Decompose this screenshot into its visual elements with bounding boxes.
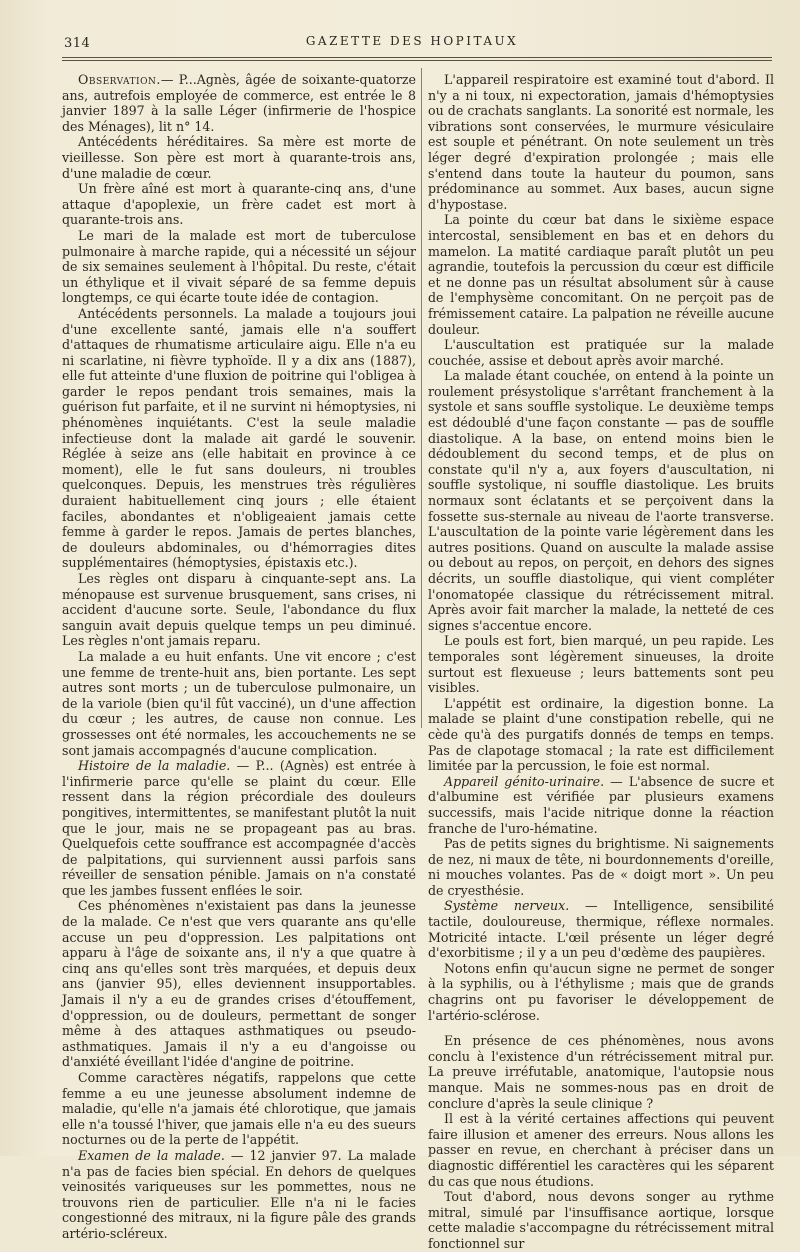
paragraph: [428, 337, 774, 368]
paragraph-text: Pas de petits signes du brightisme. Ni saignements de nez, ni maux de tête, ni bourdonnements d'oreille, ni mouches volantes. Pas de « doigt mort ». Un peu de cryesthésie.: [428, 836, 774, 898]
paragraph-lead: Observation.: [78, 72, 161, 87]
paragraph-text: L'appareil respiratoire est examiné tout d'abord. Il n'y a ni toux, ni expectoration, jamais d'hémoptysies ou de crachats sanglants. La sonorité est normale, les vibrations sont conservées, le murmure vésiculaire est souple et pénétrant. On note seulement un très léger degré d'expiration prolongée ; mais elle s'entend dans toute la hauteur du poumon, sans prédominance au sommet. Aux bases, aucun signe d'hypostase.: [428, 72, 774, 212]
paragraph: [428, 212, 774, 337]
paragraph-text: — Intelligence, sensibilité tactile, douloureuse, thermique, réflexe normales. Motricité intacte. L'œil présente un léger degré d'exorbitisme ; il y a un peu d'œdème des paupières.: [428, 898, 774, 961]
paragraph: [62, 1070, 416, 1148]
paragraph: [428, 72, 774, 212]
paragraph-lead: Système nerveux.: [444, 898, 570, 914]
paragraph-text: Antécédents héréditaires. Sa mère est morte de vieillesse. Son père est mort à quarante-trois ans, d'une maladie de cœur.: [62, 134, 416, 181]
paragraph: [62, 898, 416, 1070]
paragraph-lead: Histoire de la maladie.: [78, 758, 231, 774]
journal-title: GAZETTE DES HOPITAUX: [305, 34, 519, 48]
paragraph-text: Comme caractères négatifs, rappelons que cette femme a eu une jeunesse absolument indemne de maladie, qu'elle n'a jamais été chlorotique, que jamais elle n'a toussé l'hiver, que jamais elle n'a eu des sueurs nocturnes ou de la perte de l'appétit.: [62, 1070, 416, 1148]
paragraph-text: Un frère aîné est mort à quarante-cinq ans, d'une attaque d'apoplexie, un frère cadet est mort à quarante-trois ans.: [62, 181, 416, 228]
paragraph: [62, 758, 416, 898]
paragraph: [428, 898, 774, 960]
paragraph: [62, 649, 416, 758]
paragraph-text: — L'absence de sucre et d'albumine est vérifiée par plusieurs examens successifs, mais l'acide nitrique donne la réaction franche de l'uro-hématine.: [428, 773, 775, 836]
paragraph: [62, 306, 416, 571]
header-rule-bottom: [62, 60, 772, 61]
paragraph: [428, 774, 774, 836]
paragraph-text: Le mari de la malade est mort de tuberculose pulmonaire à marche rapide, qui a nécessité un séjour de six semaines seulement à l'hôpital. Du reste, c'était un éthylique et il vivait séparé de sa femme depuis longtemps, ce qui écarte toute idée de contagion.: [62, 227, 416, 306]
paragraph: [428, 836, 774, 898]
paragraph-text: — P... (Agnès) est entrée à l'infirmerie parce qu'elle se plaint du cœur. Elle ressent dans la région précordiale des douleurs pongitives, intermittentes, se manifestant plutôt la nuit que le jour, mais ne se propageant pas au bras. Quelquefois cette souffrance est accompagnée d'accès de palpitations, qui surviennent aussi parfois sans réveiller de sensation pénible. Jamais on n'a constaté que les jambes fussent enflées le soir.: [62, 758, 416, 898]
header-rule-top: [62, 57, 772, 58]
page-header: [62, 32, 762, 54]
paragraph-text: Antécédents personnels. La malade a toujours joui d'une excellente santé, jamais elle n'a souffert d'attaques de rhumatisme articulaire aigu. Elle n'a eu ni scarlatine, ni fièvre typhoïde. Il y a dix ans (1887), elle fut atteinte d'une fluxion de poitrine qui l'obligea à garder le repos pendant trois semaines, mais la guérison fut parfaite, et il ne survint ni hémoptysies, ni phénomènes inquiétants. C'est la seule maladie infectieuse dont la malade ait gardé le souvenir. Réglée à seize ans (elle habitait en province à ce moment), elle le fut sans douleurs, ni troubles quelconques. Depuis, les menstrues très régulières duraient habituellement cinq jours ; elle étaient faciles, abondantes et n'obligeaient jamais cette femme à garder le repos. Jamais de pertes blanches, de douleurs abdominales, ou d'hémorragies dites supplémentaires (hémoptysies, épistaxis etc.).: [62, 305, 416, 571]
paragraph-text: Il est à la vérité certaines affections qui peuvent faire illusion et amener des erreurs. Nous allons les passer en revue, en cherchant à préciser dans un diagnostic différentiel les caractères qui les séparent du cas que nous étudions.: [428, 1111, 774, 1189]
paragraph-lead: Appareil génito-urinaire.: [444, 773, 605, 789]
paragraph-text: La malade a eu huit enfants. Une vit encore ; c'est une femme de trente-huit ans, bien portante. Les sept autres sont morts ; un de tuberculose pulmonaire, un de la variole (bien qu'il fût vacciné), un d'une affection du cœur ; les autres, de cause non connue. Les grossesses ont été normales, les accouchements ne se sont jamais accompagnés d'aucune complication.: [62, 648, 416, 758]
page-number: 314: [64, 36, 91, 51]
paragraph: [62, 571, 416, 649]
paragraph-text: Les règles ont disparu à cinquante-sept ans. La ménopause est survenue brusquement, sans crises, ni accident d'aucune sorte. Seule, l'abondance du flux sanguin avait depuis quelque temps un peu diminué. Les règles n'ont jamais reparu.: [62, 571, 416, 649]
paragraph-text: — 12 janvier 97. La malade n'a pas de facies bien spécial. En dehors de quelques veinosités variqueuses sur les pommettes, nous ne trouvons rien de particulier. Elle n'a ni le facies congestionné des mitraux, ni la figure pâle des grands artério-scléreux.: [62, 1147, 416, 1241]
left-column: [62, 72, 416, 1242]
paragraph-text: L'auscultation est pratiquée sur la malade couchée, assise et debout après avoir marché.: [428, 337, 774, 368]
paragraph: [428, 696, 774, 774]
paragraph-text: Notons enfin qu'aucun signe ne permet de songer à la syphilis, ou à l'éthylisme ; mais que de grands chagrins ont pu favoriser le développement de l'artério-sclérose.: [428, 960, 774, 1023]
paragraph: [428, 1033, 774, 1111]
paragraph: [428, 633, 774, 695]
right-column: [428, 72, 774, 1252]
paragraph-text: En présence de ces phénomènes, nous avons conclu à l'existence d'un rétrécissement mitral pur. La preuve irréfutable, anatomique, l'autopsie nous manque. Mais ne sommes-nous pas en droit de conclure d'après la seule clinique ?: [428, 1033, 774, 1111]
paragraph-text: La malade étant couchée, on entend à la pointe un roulement présystolique s'arrêtant franchement à la systole et sans souffle systolique. Le deuxième temps est dédoublé d'une façon constante — pas de souffle diastolique. A la base, on entend moins bien le dédoublement du second temps, et de plus on constate qu'il n'y a, aux foyers d'auscultation, ni souffle systolique, ni souffle diastolique. Les bruits normaux sont éclatants et se perçoivent dans la fossette sus-sternale au niveau de l'aorte transverse. L'auscultation de la pointe varie légèrement dans les autres positions. Quand on ausculte la malade assise ou debout au repos, on perçoit, en dehors des signes décrits, un souffle diastolique, qui vient compléter l'onomatopée classique du rétrécissement mitral. Après avoir fait marcher la malade, la netteté de ces signes s'accentue encore.: [428, 368, 774, 633]
paragraph-text: Ces phénomènes n'existaient pas dans la jeunesse de la malade. Ce n'est que vers quarante ans qu'elle accuse un peu d'oppression. Les palpitations ont apparu à l'âge de soixante ans, il n'y a que quatre à cinq ans qu'elles sont très marquées, et depuis deux ans (janvier 95), elles deviennent insupportables. Jamais il n'y a eu de grandes crises d'étouffement, d'oppression, ou de douleurs, permettant de songer même à des attaques asthmatiques ou pseudo-asthmatiques. Jamais il n'y a eu d'angoisse ou d'anxiété éveillant l'idée d'angine de poitrine.: [62, 898, 416, 1070]
paragraph: [428, 368, 774, 633]
paragraph-text: — P...Agnès, âgée de soixante-quatorze ans, autrefois employée de commerce, est entrée le 8 janvier 1897 à la salle Léger (infirmerie de l'hospice des Ménages), lit n° 14.: [62, 72, 416, 134]
paragraph: [62, 134, 416, 181]
paragraph: [62, 72, 416, 134]
column-divider: [421, 68, 422, 728]
paragraph-text: L'appétit est ordinaire, la digestion bonne. La malade se plaint d'une constipation rebelle, qui ne cède qu'à des purgatifs donnés de temps en temps. Pas de clapotage stomacal ; la rate est difficilement limitée par la percussion, le foie est normal.: [428, 695, 774, 774]
paragraph-text: Le pouls est fort, bien marqué, un peu rapide. Les temporales sont légèrement sinueuses, la droite surtout est flexueuse ; leurs battements sont peu visibles.: [428, 633, 774, 696]
paragraph: [428, 961, 774, 1023]
paragraph-lead: Examen de la malade.: [78, 1147, 225, 1163]
paragraph-text: La pointe du cœur bat dans le sixième espace intercostal, sensiblement en bas et en dehors du mamelon. La matité cardiaque paraît plutôt un peu agrandie, toutefois la percussion du cœur est difficile et ne donne pas un résultat absolument sûr à cause de l'emphysème concomitant. On ne perçoit pas de frémissement cataire. La palpation ne réveille aucune douleur.: [428, 212, 774, 337]
paragraph: [62, 228, 416, 306]
paragraph: [62, 181, 416, 228]
paragraph: [62, 1148, 416, 1242]
paragraph-text: Tout d'abord, nous devons songer au rythme mitral, simulé par l'insuffisance aortique, lorsque cette maladie s'accompagne du rétrécissement mitral fonctionnel sur: [428, 1189, 774, 1251]
paragraph: [428, 1111, 774, 1189]
paragraph: [428, 1189, 774, 1251]
